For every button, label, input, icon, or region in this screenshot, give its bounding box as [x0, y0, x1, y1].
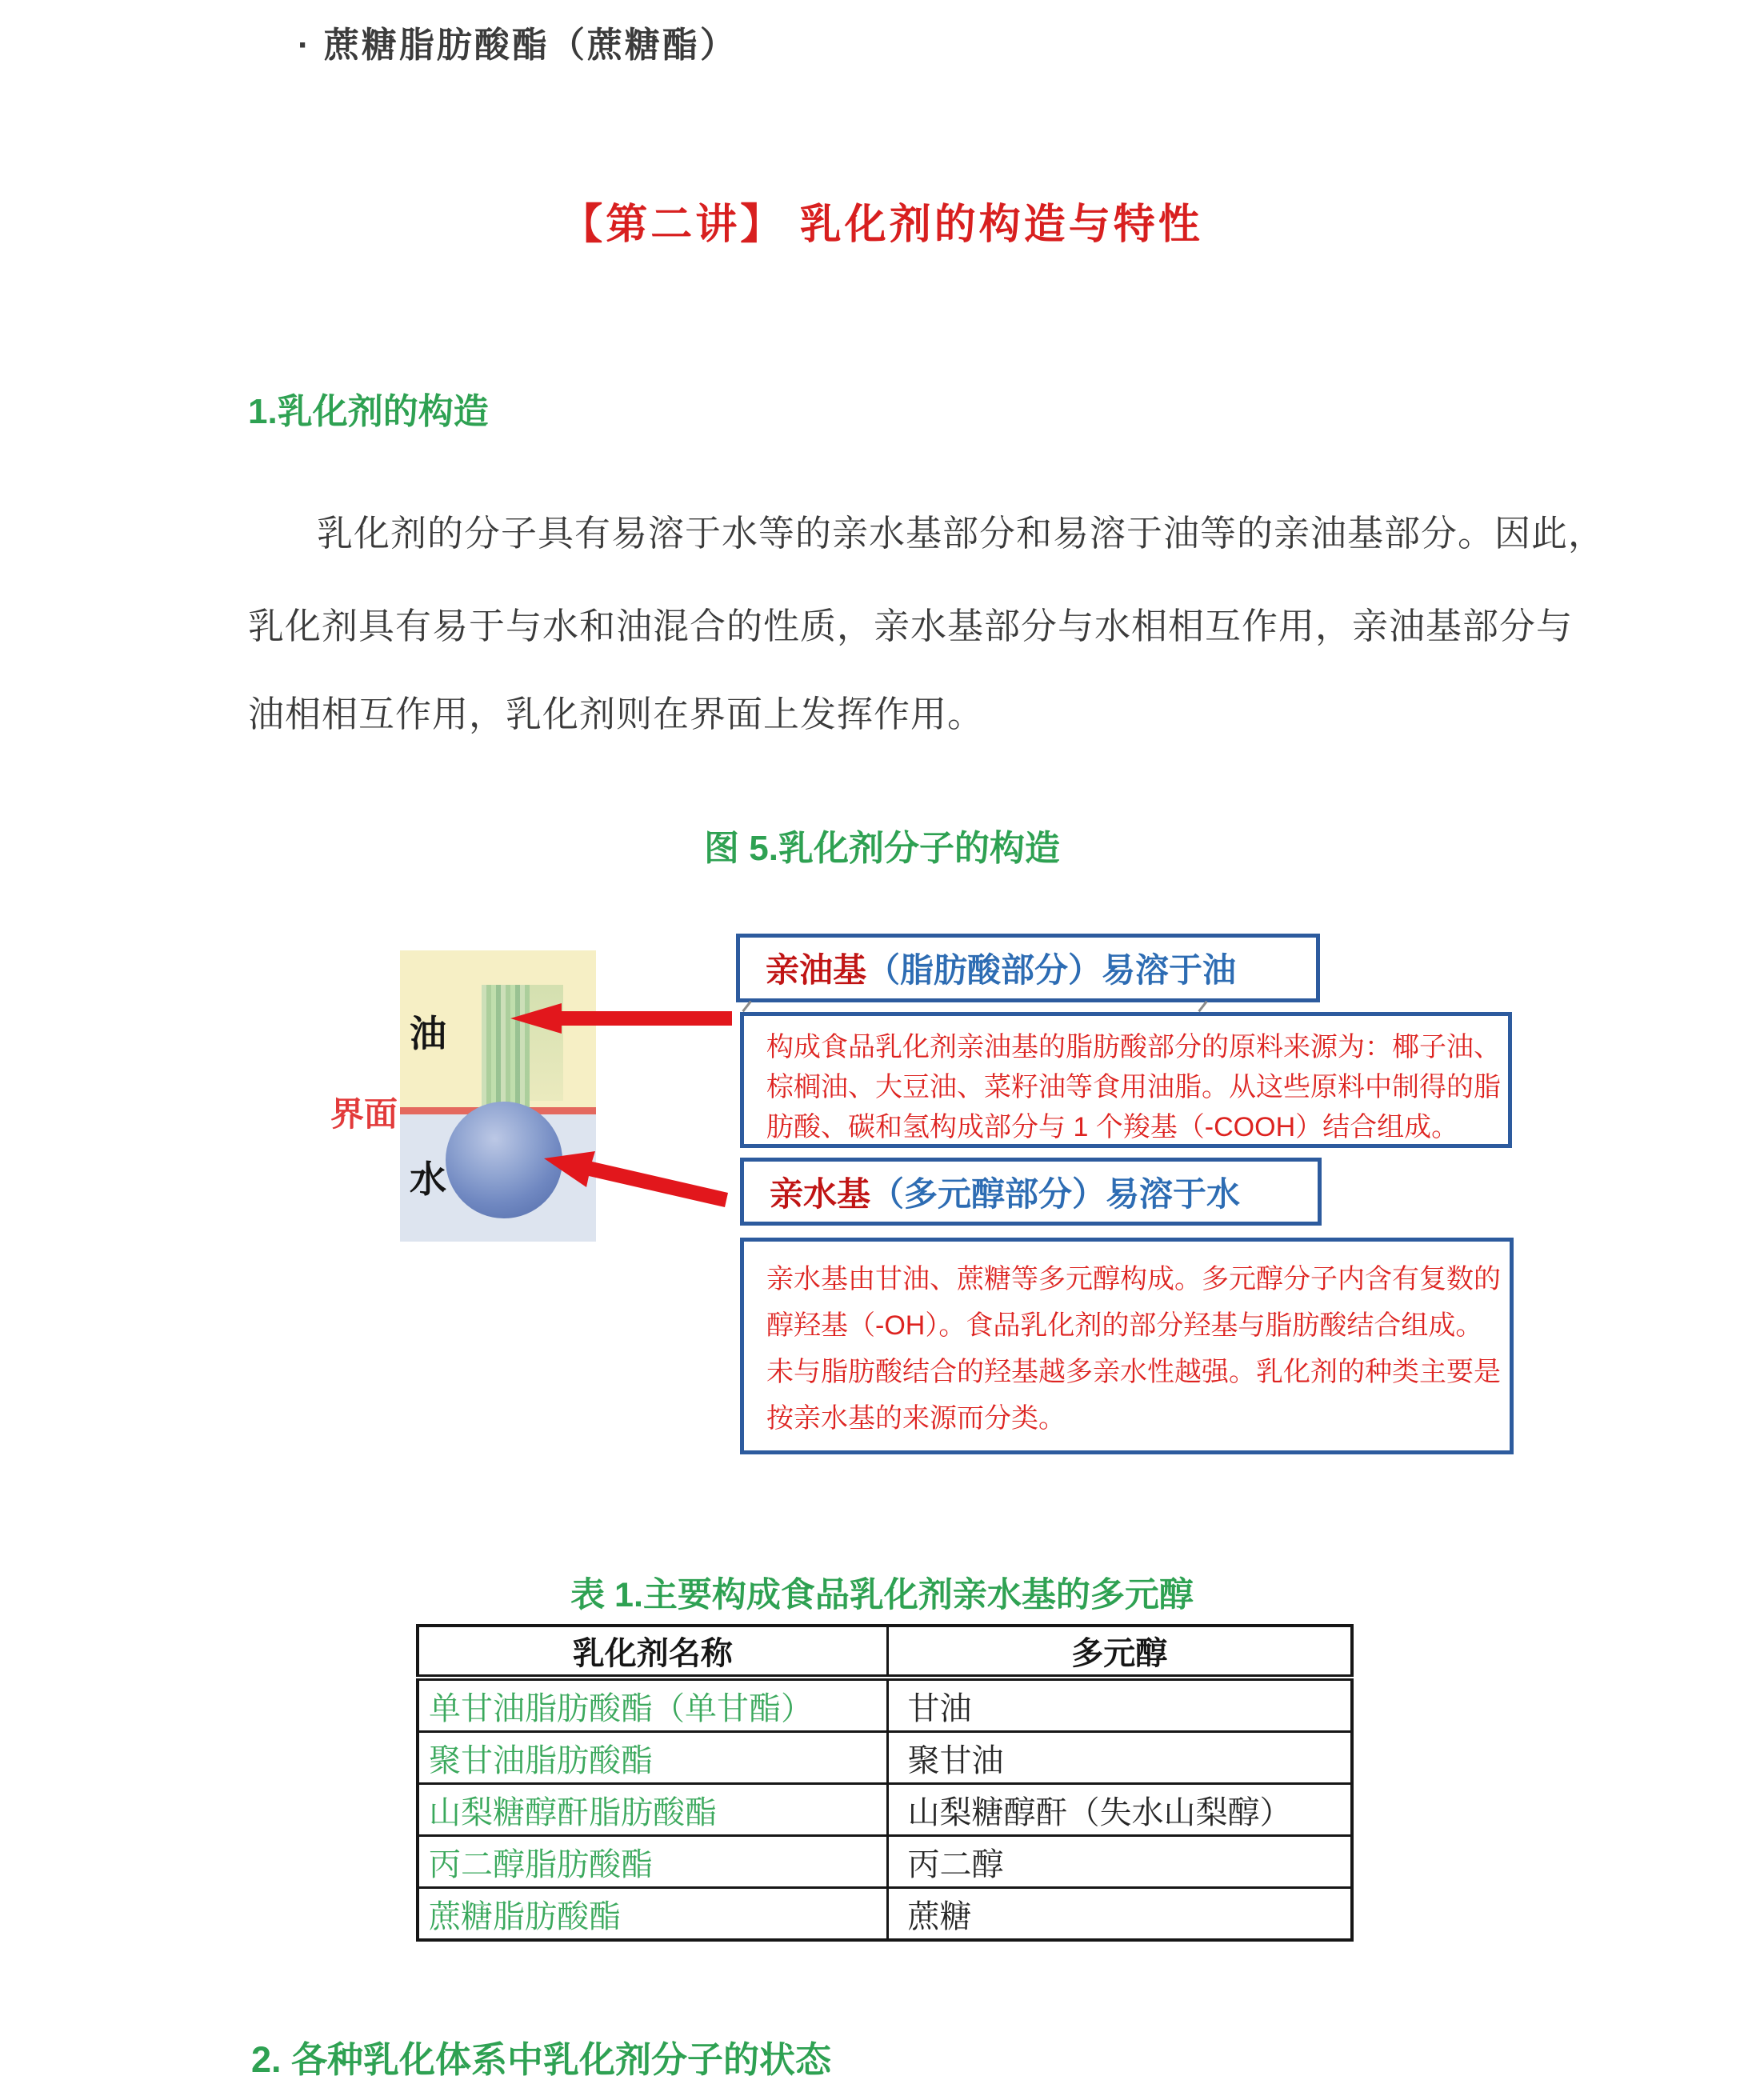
hydrophilic-note-box [740, 1238, 1514, 1454]
section2-heading: 2. 各种乳化体系中乳化剂分子的状态 [251, 2039, 832, 2080]
cell-polyol: 蔗糖 [887, 1888, 1352, 1941]
table-row [418, 1678, 1352, 1732]
table-caption: 表 1.主要构成食品乳化剂亲水基的多元醇 [570, 1576, 1194, 1614]
column-header-polyol: 多元醇 [887, 1626, 1352, 1678]
callout-text: （多元醇部分）易溶于水 [870, 1174, 1241, 1213]
arrow-layer [320, 920, 744, 1248]
page-title: 【第二讲】 乳化剂的构造与特性 [561, 202, 1203, 248]
note-line: 按亲水基的来源而分类。 [766, 1403, 1066, 1434]
note-line: 未与脂肪酸结合的羟基越多亲水性越强。乳化剂的种类主要是 [766, 1357, 1501, 1387]
paragraph-line: 乳化剂的分子具有易溶于水等的亲水基部分和易溶于油等的亲油基部分。因此， [317, 513, 1606, 554]
table-row [418, 1888, 1352, 1941]
note-line: 亲水基由甘油、蔗糖等多元醇构成。多元醇分子内含有复数的 [766, 1264, 1501, 1294]
section1-heading: 1.乳化剂的构造 [248, 392, 489, 431]
paragraph-line: 油相相互作用，乳化剂则在界面上发挥作用。 [248, 694, 985, 734]
cell-emulsifier-name: 山梨糖醇酐脂肪酸酯 [418, 1784, 887, 1836]
note-line: 构成食品乳化剂亲油基的脂肪酸部分的原料来源为：椰子油、 [766, 1032, 1501, 1062]
cell-emulsifier-name: 聚甘油脂肪酸酯 [418, 1732, 887, 1784]
arrow-to-hydrophilic-icon [544, 1151, 728, 1207]
cell-emulsifier-name: 丙二醇脂肪酸酯 [418, 1836, 887, 1888]
bullet-item: · 蔗糖脂肪酸酯（蔗糖酯） [298, 26, 738, 65]
callout-highlight: 亲油基 [766, 951, 867, 989]
callout-highlight: 亲水基 [770, 1174, 871, 1213]
lipophilic-callout-box [736, 934, 1320, 1002]
cell-polyol: 山梨糖醇酐（失水山梨醇） [887, 1784, 1352, 1836]
polyol-table [416, 1624, 1354, 1942]
table-header-row [418, 1626, 1352, 1678]
table-row [418, 1836, 1352, 1888]
table-row [418, 1784, 1352, 1836]
arrow-to-lipophilic-icon [510, 1003, 732, 1034]
note-line: 醇羟基（-OH）。食品乳化剂的部分羟基与脂肪酸结合组成。 [766, 1310, 1483, 1341]
cell-polyol: 聚甘油 [887, 1732, 1352, 1784]
cell-emulsifier-name: 单甘油脂肪酸酯（单甘酯） [418, 1678, 887, 1732]
lipophilic-note-box [740, 1012, 1512, 1148]
column-header-emulsifier: 乳化剂名称 [418, 1626, 887, 1678]
note-line: 肪酸、碳和氢构成部分与 1 个羧基（-COOH）结合组成。 [766, 1112, 1459, 1142]
table-row [418, 1732, 1352, 1784]
hydrophilic-callout-box [740, 1158, 1322, 1226]
cell-polyol: 丙二醇 [887, 1836, 1352, 1888]
cell-emulsifier-name: 蔗糖脂肪酸酯 [418, 1888, 887, 1941]
oil-label: 油 [410, 1013, 446, 1054]
paragraph-line: 乳化剂具有易于与水和油混合的性质，亲水基部分与水相相互作用，亲油基部分与 [248, 606, 1574, 646]
callout-text: （脂肪酸部分）易溶于油 [866, 951, 1237, 989]
figure-caption: 图 5.乳化剂分子的构造 [704, 829, 1060, 868]
note-line: 棕榈油、大豆油、菜籽油等食用油脂。从这些原料中制得的脂 [766, 1072, 1501, 1102]
cell-polyol: 甘油 [887, 1678, 1352, 1732]
water-label: 水 [410, 1158, 446, 1200]
interface-label: 界面 [330, 1095, 398, 1133]
